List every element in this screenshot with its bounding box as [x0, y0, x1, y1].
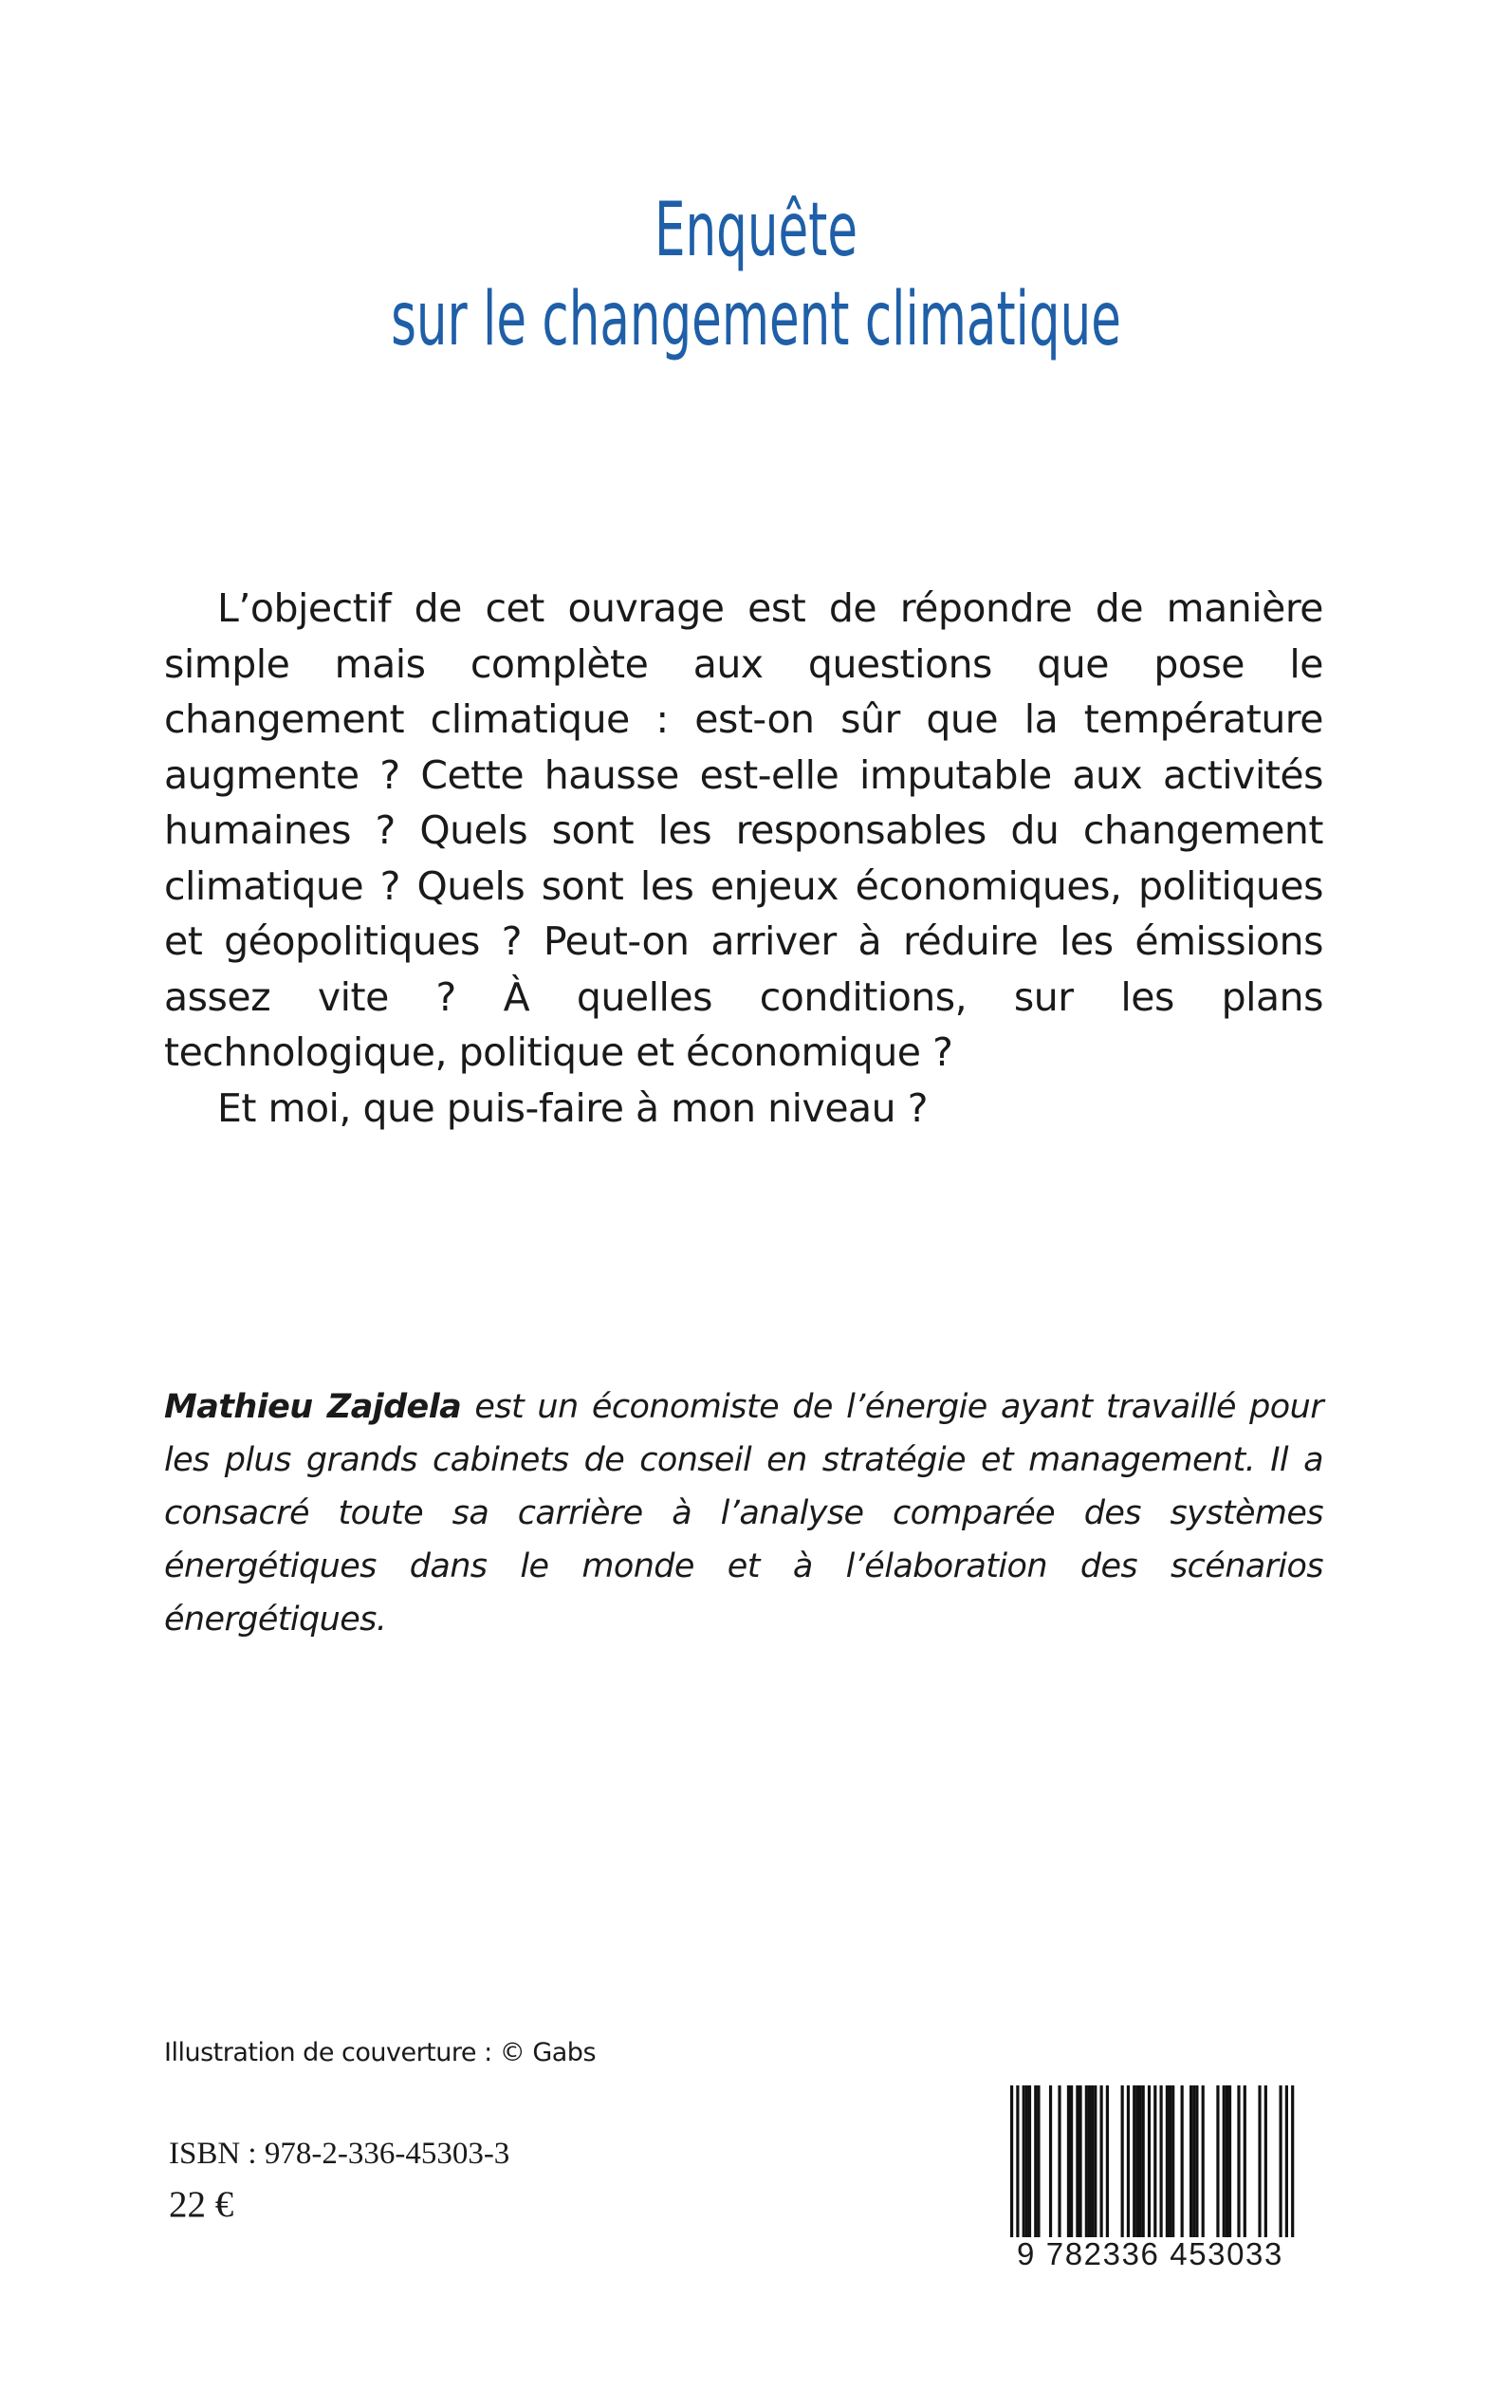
barcode-bar — [1106, 2085, 1109, 2239]
price: 22 € — [169, 2184, 234, 2225]
barcode-bar — [1202, 2085, 1205, 2239]
barcode-bar — [1216, 2085, 1219, 2239]
summary-paragraph-1: L’objectif de cet ouvrage est de répondre de manière simple mais complète aux questions que pose le changement climatique : est-on sûr que la température augmente ? Cette hausse est-elle imputable aux activités humaines ? Quels sont les responsables du changement climatique ? Quels sont les enjeux économiques, politiques et géopolitiques ? Peut-on arriver à réduire les émissions assez vite ? À quelles conditions, sur les plans technologique, politique et économique ? — [164, 585, 1323, 1075]
barcode-bar — [1264, 2085, 1267, 2239]
barcode-bar — [1028, 2085, 1031, 2239]
barcode-bar — [1037, 2085, 1040, 2239]
barcode-bar — [1034, 2085, 1037, 2239]
barcode-bar — [1181, 2085, 1184, 2239]
barcode-bar — [1100, 2085, 1103, 2239]
barcode-bar — [1085, 2085, 1088, 2239]
barcode-bar — [1153, 2085, 1156, 2254]
book-title-line-1: Enquête — [654, 188, 857, 273]
author-bio — [164, 1380, 1323, 1646]
barcode-bar — [1133, 2085, 1135, 2239]
barcode-bar — [1228, 2085, 1231, 2239]
barcode-bar — [1094, 2085, 1097, 2239]
barcode-bar — [1291, 2085, 1294, 2254]
barcode-bar — [1195, 2085, 1198, 2239]
barcode-bar — [1135, 2085, 1138, 2239]
barcode-bar — [1023, 2085, 1025, 2239]
barcode-bar — [1049, 2085, 1052, 2239]
barcode-bar — [1088, 2085, 1091, 2239]
barcode-bar — [1171, 2085, 1174, 2239]
author-name: Mathieu Zajdela — [164, 1388, 462, 1426]
barcode-bar — [1091, 2085, 1094, 2239]
barcode — [972, 2085, 1328, 2275]
barcode-bar — [1223, 2085, 1226, 2239]
barcode-bar — [1237, 2085, 1240, 2239]
barcode-bar — [1189, 2085, 1192, 2239]
author-bio-text: est un économiste de l’énergie ayant travaillé pour les plus grands cabinets de conseil en stratégie et management. Il a consacré toute sa carrière à l’analyse comparée des systèmes énergétiques dans le monde et à l’élaboration des scénarios énergétiques. — [164, 1388, 1323, 1639]
summary-paragraph-2: Et moi, que puis-faire à mon niveau ? — [217, 1084, 928, 1131]
barcode-bar — [1226, 2085, 1228, 2239]
barcode-bar — [1127, 2085, 1130, 2239]
barcode-bar — [1016, 2085, 1019, 2254]
book-summary — [164, 581, 1323, 1136]
barcode-bar — [1138, 2085, 1141, 2239]
barcode-bar — [1058, 2085, 1060, 2239]
barcode-bar — [1148, 2085, 1151, 2254]
barcode-bar — [1067, 2085, 1070, 2239]
barcode-bar — [1076, 2085, 1079, 2239]
barcode-digits: 9 782336 453033 — [972, 2237, 1328, 2271]
book-title-line-2: sur le changement climatique — [391, 277, 1121, 362]
barcode-bar — [1025, 2085, 1028, 2239]
barcode-bar — [1280, 2085, 1282, 2239]
barcode-bar — [1121, 2085, 1124, 2239]
barcode-bar — [1142, 2085, 1145, 2239]
barcode-bar — [1258, 2085, 1261, 2239]
cover-illustration-credit: Illustration de couverture : © Gabs — [164, 2038, 597, 2067]
barcode-bar — [1285, 2085, 1288, 2254]
barcode-bar — [1169, 2085, 1171, 2239]
barcode-bar — [1244, 2085, 1246, 2239]
barcode-bar — [1079, 2085, 1081, 2239]
barcode-bar — [1160, 2085, 1163, 2239]
barcode-bar — [1192, 2085, 1195, 2239]
book-title — [257, 186, 1255, 364]
barcode-bar — [1166, 2085, 1169, 2239]
barcode-bar — [1070, 2085, 1073, 2239]
barcode-bar — [1010, 2085, 1013, 2254]
isbn-number: ISBN : 978-2-336-45303-3 — [169, 2137, 510, 2171]
